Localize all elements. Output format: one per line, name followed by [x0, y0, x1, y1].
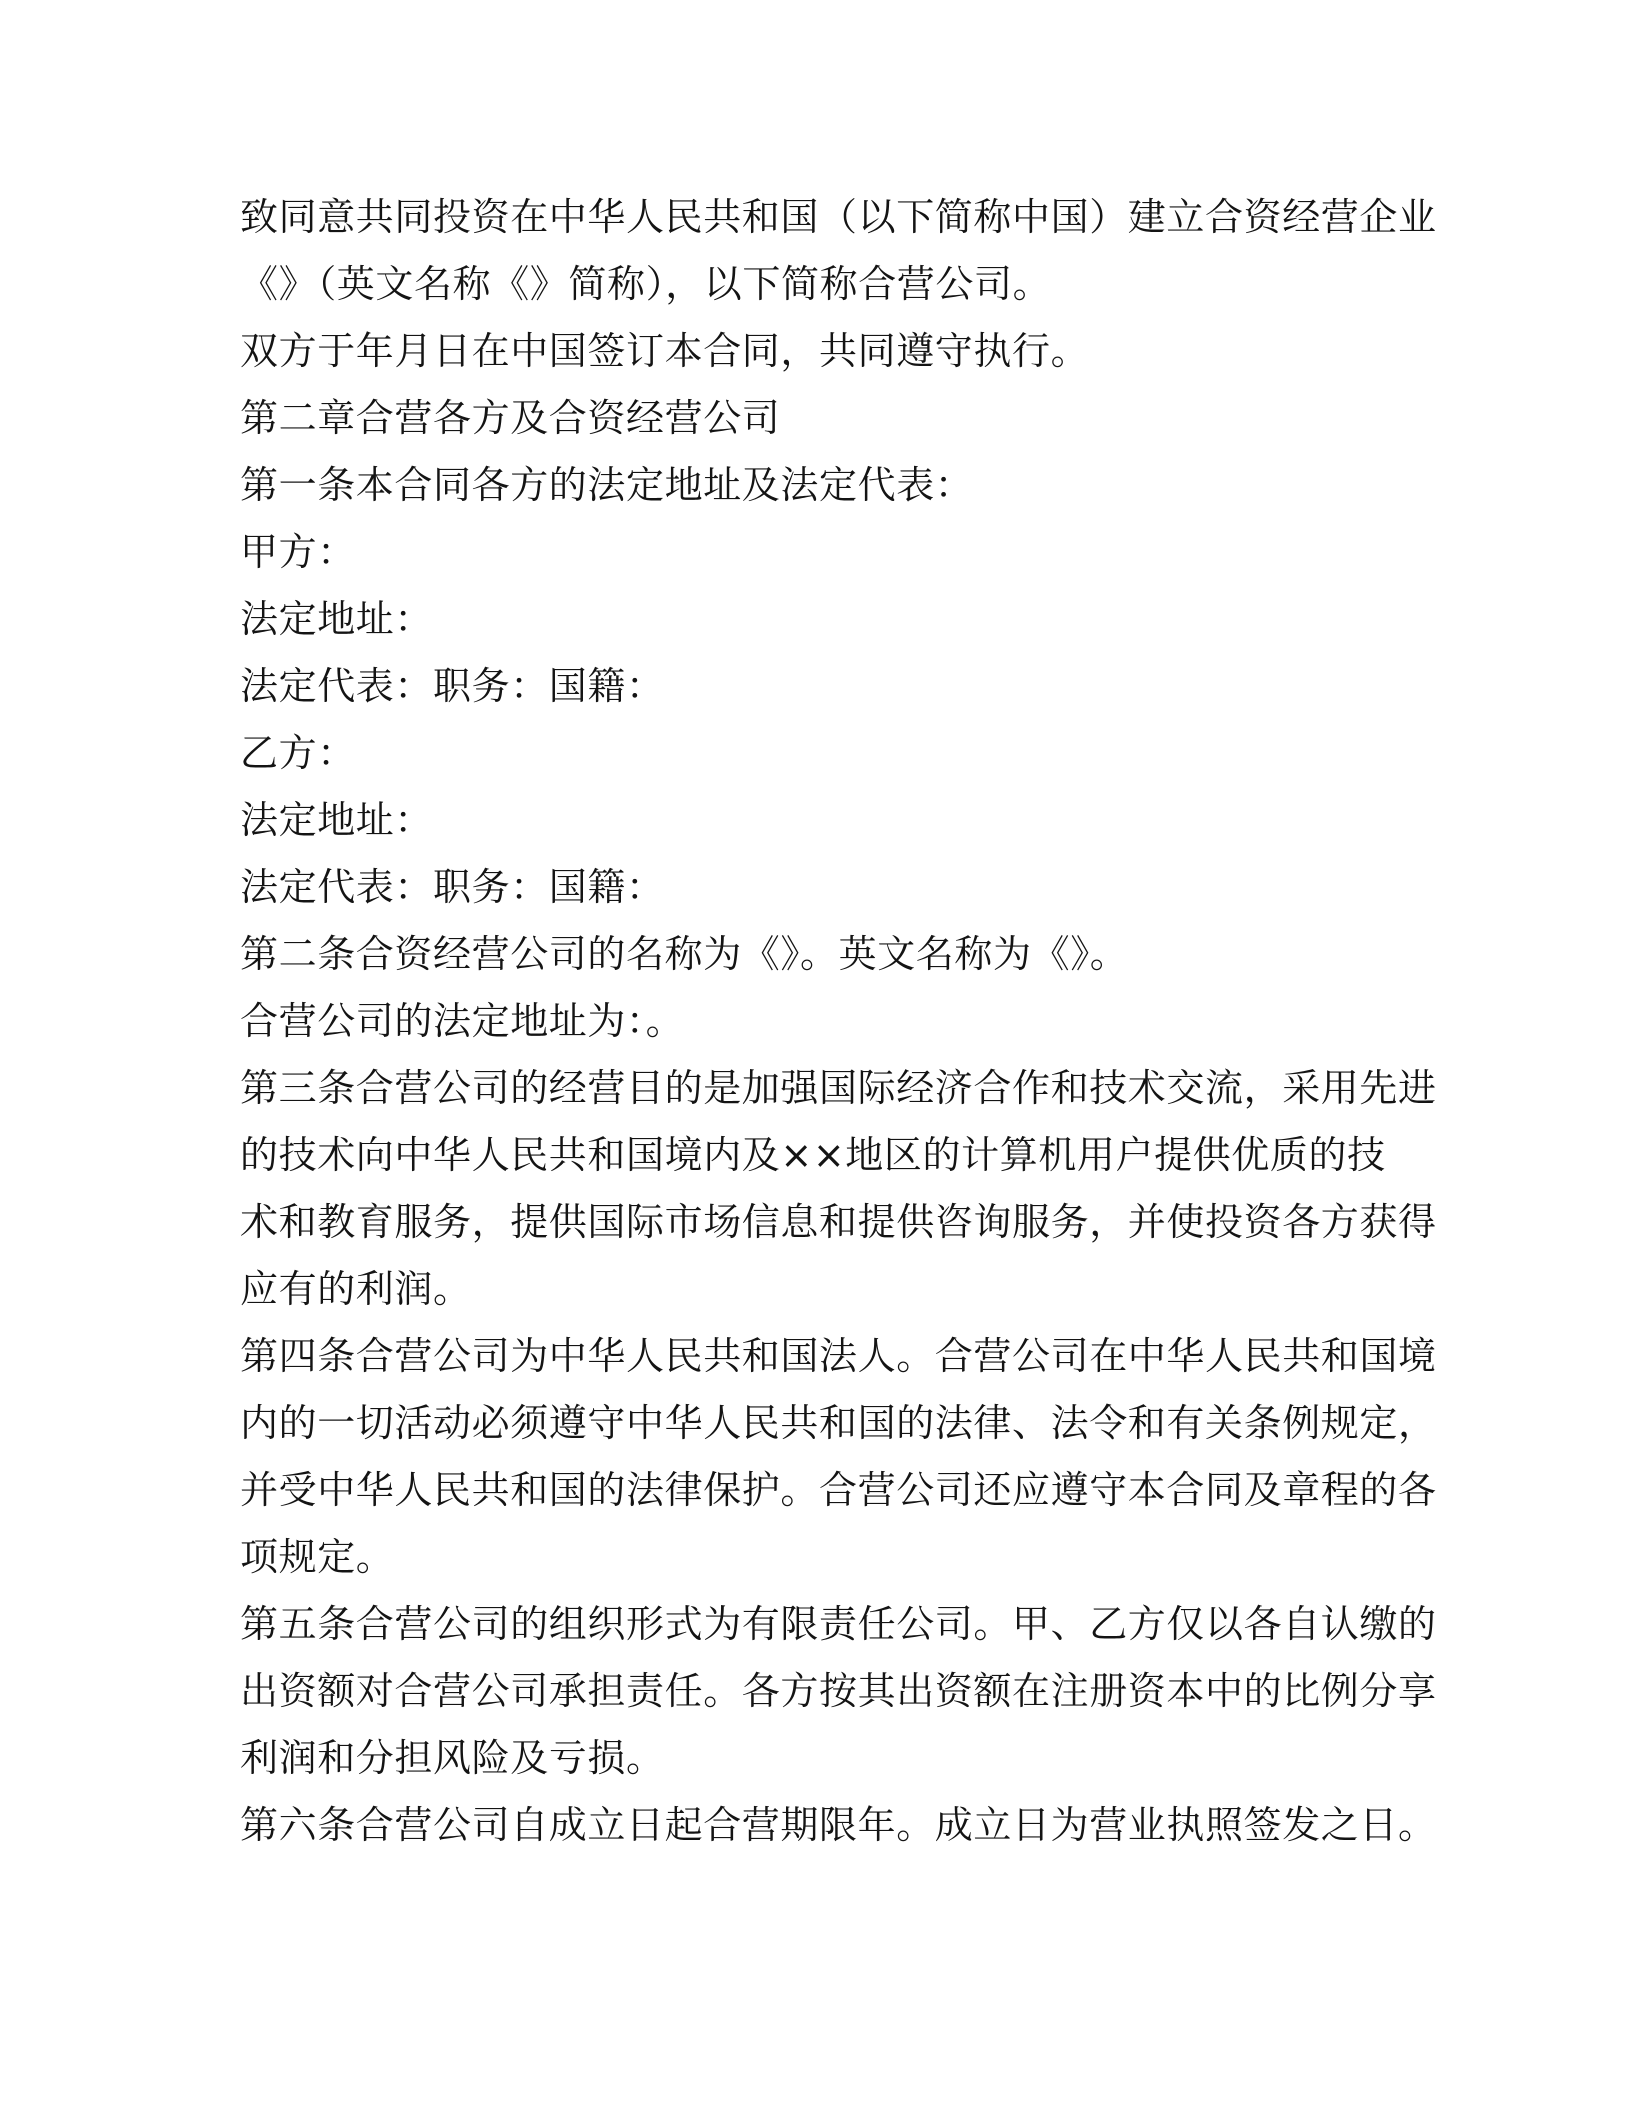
- party-a-label: 甲方：: [240, 530, 356, 574]
- article-3-line-2: 的技术向中华人民共和国境内及××地区的计算机用户提供优质的技: [240, 1133, 1386, 1177]
- signing-statement: 双方于年月日在中国签订本合同，共同遵守执行。: [240, 329, 1090, 373]
- party-b-representative: 法定代表：职务：国籍：: [240, 865, 665, 909]
- article-6-line-1: 第六条合营公司自成立日起合营期限年。成立日为营业执照签发之日。: [240, 1803, 1437, 1847]
- article-3-line-4: 应有的利润。: [240, 1267, 472, 1311]
- party-b-address: 法定地址：: [240, 798, 434, 842]
- article-1-heading: 第一条本合同各方的法定地址及法定代表：: [240, 463, 974, 507]
- intro-line-1: 致同意共同投资在中华人民共和国（以下简称中国）建立合资经营企业: [240, 195, 1437, 239]
- intro-line-2: 《》（英文名称《》简称），以下简称合营公司。: [240, 262, 1052, 306]
- article-5-line-3: 利润和分担风险及亏损。: [240, 1736, 665, 1780]
- article-4-line-4: 项规定。: [240, 1535, 395, 1579]
- article-4-line-1: 第四条合营公司为中华人民共和国法人。合营公司在中华人民共和国境: [240, 1334, 1437, 1378]
- article-2-name: 第二条合资经营公司的名称为《》。英文名称为《》。: [240, 932, 1129, 976]
- article-3-line-1: 第三条合营公司的经营目的是加强国际经济合作和技术交流，采用先进: [240, 1066, 1437, 1110]
- party-a-representative: 法定代表：职务：国籍：: [240, 664, 665, 708]
- article-4-line-2: 内的一切活动必须遵守中华人民共和国的法律、法令和有关条例规定，: [240, 1401, 1437, 1445]
- article-2-address: 合营公司的法定地址为：。: [240, 999, 685, 1043]
- article-5-line-2: 出资额对合营公司承担责任。各方按其出资额在注册资本中的比例分享: [240, 1669, 1437, 1713]
- document-body: [240, 184, 1437, 1859]
- article-3-line-3: 术和教育服务，提供国际市场信息和提供咨询服务，并使投资各方获得: [240, 1200, 1437, 1244]
- party-a-address: 法定地址：: [240, 597, 434, 641]
- article-4-line-3: 并受中华人民共和国的法律保护。合营公司还应遵守本合同及章程的各: [240, 1468, 1437, 1512]
- article-5-line-1: 第五条合营公司的组织形式为有限责任公司。甲、乙方仅以各自认缴的: [240, 1602, 1437, 1646]
- party-b-label: 乙方：: [240, 731, 356, 775]
- chapter-heading: 第二章合营各方及合资经营公司: [240, 396, 781, 440]
